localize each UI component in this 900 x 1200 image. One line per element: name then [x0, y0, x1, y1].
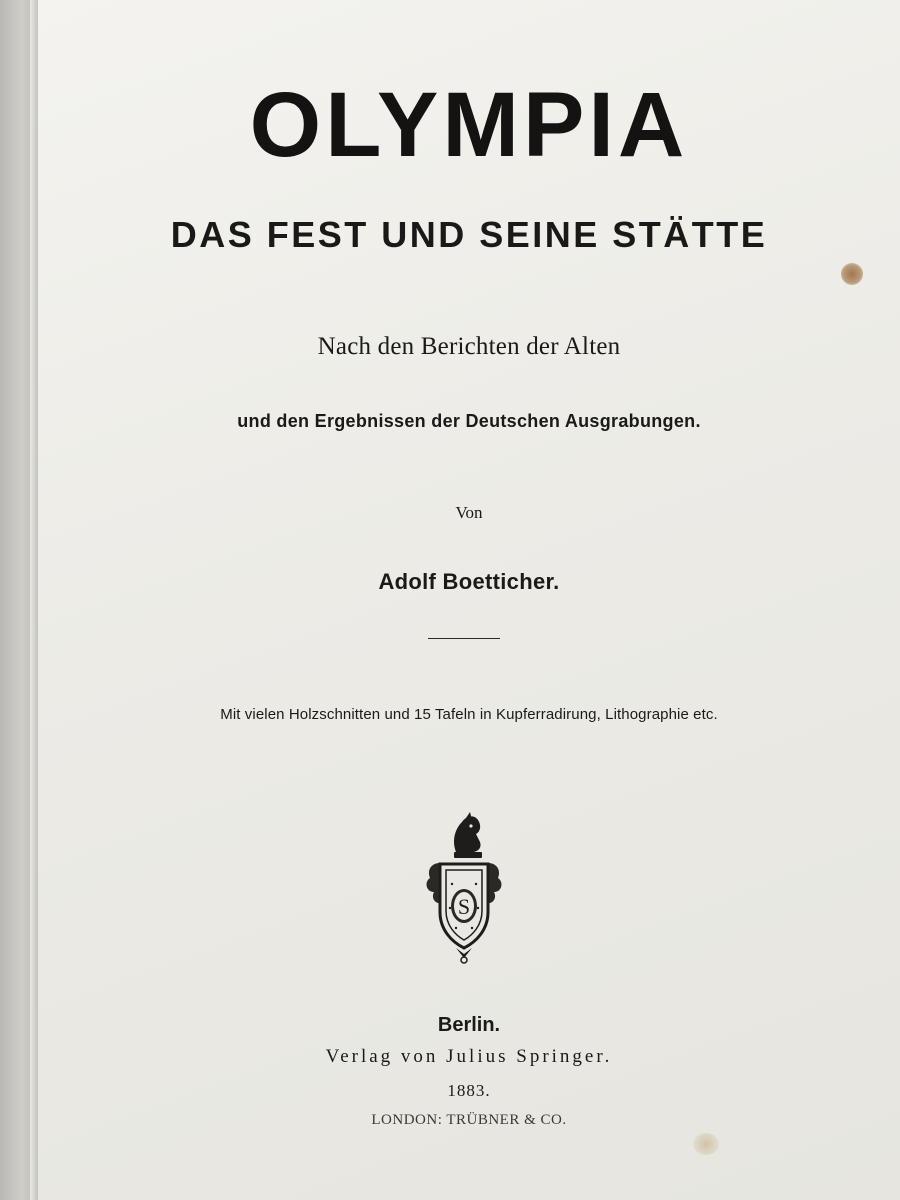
source-line-1: Nach den Berichten der Alten	[317, 333, 621, 360]
source-line-2: und den Ergebnissen der Deutschen Ausgrabungen.	[237, 411, 701, 431]
springer-knight-emblem-icon	[416, 808, 512, 968]
emblem-letter: S	[457, 894, 471, 919]
foxing-stain	[841, 263, 863, 285]
book-title: OLYMPIA	[249, 74, 689, 176]
author-name: Adolf Boetticher.	[378, 569, 560, 594]
imprint-city: Berlin.	[437, 1014, 501, 1036]
page-gutter-edge	[30, 0, 38, 1200]
by-line: Von	[455, 503, 483, 522]
illustrations-note: Mit vielen Holzschnitten und 15 Tafeln in Kupferradirung, Lithographie etc.	[220, 706, 718, 723]
book-subtitle: DAS FEST UND SEINE STÄTTE	[170, 214, 768, 255]
divider-rule	[428, 638, 500, 639]
foxing-stain	[693, 1133, 719, 1155]
imprint-year: 1883.	[447, 1081, 491, 1100]
imprint-london: LONDON: TRÜBNER & CO.	[371, 1112, 567, 1128]
imprint-publisher: Verlag von Julius Springer.	[325, 1046, 613, 1067]
title-page	[38, 0, 900, 1200]
